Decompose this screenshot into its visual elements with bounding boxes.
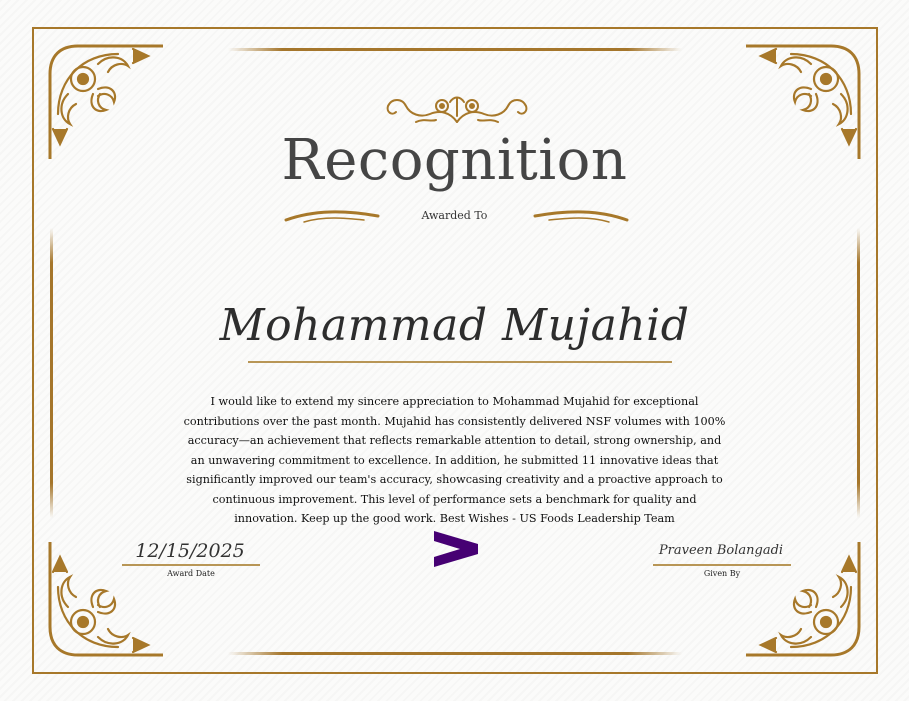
award-date-label: Award Date	[167, 569, 215, 578]
award-date-line	[122, 564, 260, 566]
left-rule	[50, 228, 53, 518]
given-by-label: Given By	[703, 569, 741, 578]
bottom-rule	[228, 652, 682, 655]
appreciation-message: I would like to extend my sincere appreciation to Mohammad Mujahid for exceptional contributions over the past month. Mujahid has consistently delivered NSF volumes with 100% accuracy—an achievement that reflects remarkable attention to detail, strong ownership, and an unwavering commitment to excellence. In addition, he submitted 11 innovative ideas that significantly improved our team's accuracy, showcasing creativity and a proactive approach to continuous improvement. This level of performance sets a benchmark for quality and innovation. Keep up the good work. Best Wishes - US Foods Leadership Team	[183, 395, 726, 525]
right-rule	[857, 228, 860, 518]
given-by-line	[653, 564, 791, 566]
accenture-logo-icon	[434, 531, 478, 567]
award-date-value: 12/15/2025	[135, 540, 245, 562]
given-by-signature: Praveen Bolangadi	[658, 543, 784, 558]
certificate-title: Recognition	[281, 128, 628, 193]
swash-right-icon	[533, 208, 629, 226]
top-rule	[228, 48, 682, 51]
corner-ornament-icon	[746, 542, 871, 667]
scroll-ornament-icon	[380, 92, 534, 128]
name-underline	[248, 361, 672, 363]
awarded-to-label: Awarded To	[421, 209, 488, 222]
recipient-name: Mohammad Mujahid	[219, 300, 690, 351]
